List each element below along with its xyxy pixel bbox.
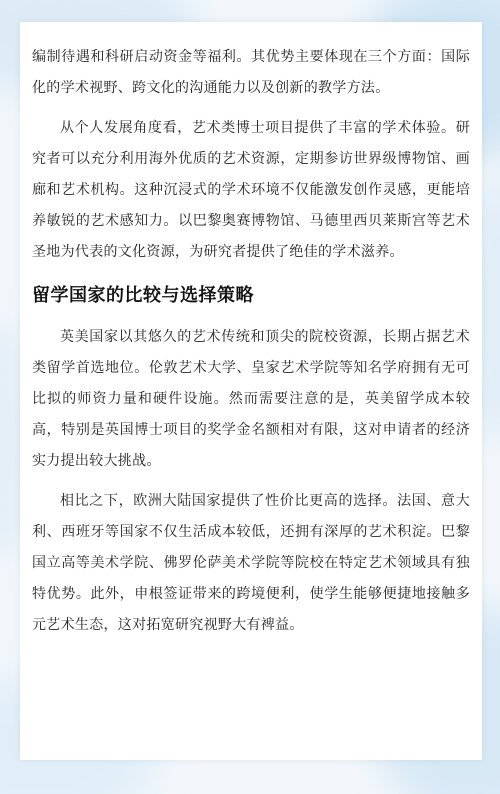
paragraph-1: 编制待遇和科研启动资金等福利。其优势主要体现在三个方面：国际化的学术视野、跨文化的沟通能力以及创新的教学方法。 (32, 49, 470, 96)
article-body (32, 42, 470, 650)
paragraph-3: 英美国家以其悠久的艺术传统和顶尖的院校资源，长期占据艺术类留学首选地位。伦敦艺术大学、皇家艺术学院等知名学府拥有无可比拟的师资力量和硬件设施。然而需要注意的是，英美留学成本较高，特别是英国博士项目的奖学金名额相对有限，这对申请者的经济实力提出较大挑战。 (32, 329, 470, 469)
section-heading: 留学国家的比较与选择策略 (32, 285, 254, 306)
paragraph-4: 相比之下，欧洲大陆国家提供了性价比更高的选择。法国、意大利、西班牙等国家不仅生活成本较低，还拥有深厚的艺术积淀。巴黎国立高等美术学院、佛罗伦萨美术学院等院校在特定艺术领域具有独特优势。此外，申根签证带来的跨境便利，使学生能够便捷地接触多元艺术生态，这对拓宽研究视野大有裨益。 (32, 493, 470, 633)
paragraph-2: 从个人发展角度看，艺术类博士项目提供了丰富的学术体验。研究者可以充分利用海外优质的艺术资源，定期参访世界级博物馆、画廊和艺术机构。这种沉浸式的学术环境不仅能激发创作灵感，更能培养敏锐的艺术感知力。以巴黎奥赛博物馆、马德里西贝莱斯宫等艺术圣地为代表的文化资源，为研究者提供了绝佳的学术滋养。 (32, 120, 470, 260)
document-page (20, 22, 482, 760)
